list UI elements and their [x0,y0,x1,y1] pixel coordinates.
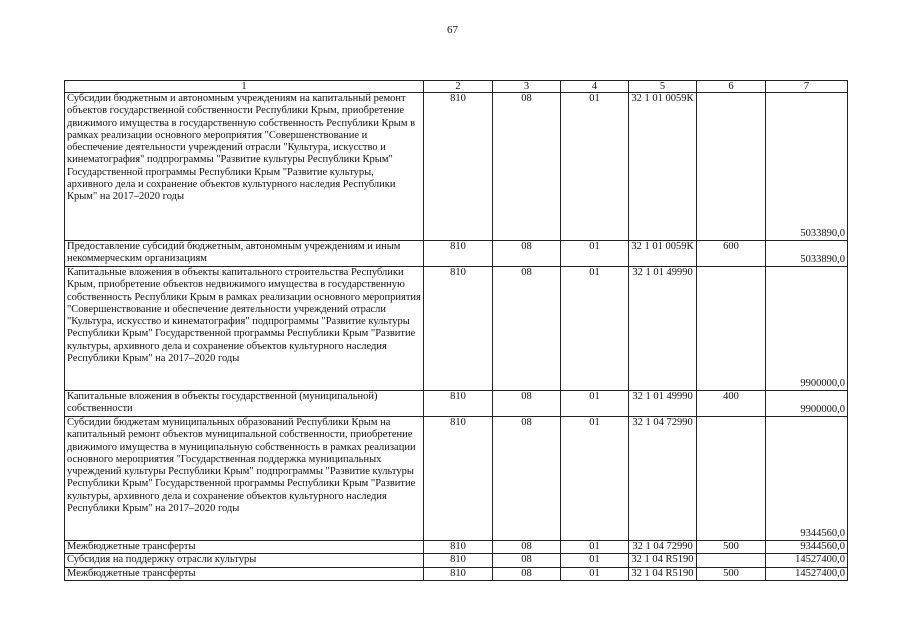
table-row [65,567,848,580]
row-col-5: 32 1 04 R5190 [629,554,697,567]
row-description: Межбюджетные трансферты [65,541,424,554]
row-col-2: 810 [424,567,493,580]
table-row [65,541,848,554]
row-col-2: 810 [424,391,493,417]
row-col-5: 32 1 01 49990 [629,391,697,417]
row-col-6: 500 [697,567,766,580]
header-cell: 4 [561,81,629,93]
row-col-3: 08 [493,93,561,241]
row-amount: 9344560,0 [766,541,848,554]
header-cell: 6 [697,81,766,93]
row-col-3: 08 [493,391,561,417]
row-col-6 [697,267,766,391]
row-col-4: 01 [561,241,629,267]
row-description: Капитальные вложения в объекты государственной (муниципальной) собственности [65,391,424,417]
table-row [65,391,848,417]
row-col-4: 01 [561,391,629,417]
page-number: 67 [447,24,458,36]
row-description: Субсидии бюджетным и автономным учреждениям на капитальный ремонт объектов государственной собственности Республики Крым, приобретение движимого имущества в государственную собственность Республики Крым в рамках реализации основного мероприятия "Совершенствование и обеспечение деятельности учреждений отрасли "Культура, искусство и кинематография" подпрограммы "Развитие культуры Республики Крым" Государственной программы Республики Крым "Развитие культуры, архивного дела и сохранение объектов культурного наследия Республики Крым" на 2017–2020 годы [65,93,424,241]
row-col-4: 01 [561,567,629,580]
row-col-5: 32 1 04 72990 [629,417,697,541]
budget-table [64,80,848,581]
row-col-3: 08 [493,541,561,554]
row-col-3: 08 [493,567,561,580]
header-cell: 3 [493,81,561,93]
header-cell: 1 [65,81,424,93]
row-col-4: 01 [561,554,629,567]
row-col-5: 32 1 04 R5190 [629,567,697,580]
row-col-6: 500 [697,541,766,554]
row-col-5: 32 1 01 0059К [629,241,697,267]
row-col-5: 32 1 04 72990 [629,541,697,554]
header-cell: 2 [424,81,493,93]
row-col-6 [697,93,766,241]
table-row [65,554,848,567]
row-amount: 9344560,0 [766,417,848,541]
row-col-2: 810 [424,554,493,567]
row-col-4: 01 [561,541,629,554]
row-col-3: 08 [493,554,561,567]
row-amount: 14527400,0 [766,554,848,567]
row-amount: 14527400,0 [766,567,848,580]
header-cell: 5 [629,81,697,93]
row-description: Субсидия на поддержку отрасли культуры [65,554,424,567]
table-row [65,417,848,541]
row-description: Межбюджетные трансферты [65,567,424,580]
row-description: Субсидии бюджетам муниципальных образований Республики Крым на капитальный ремонт объектов муниципальной собственности, приобретение движимого имущества в муниципальную собственность в рамках реализации основного мероприятия "Государственная поддержка муниципальных учреждений культуры Республики Крым" подпрограммы "Развитие культуры Республики Крым" Государственной программы Республики Крым "Развитие культуры, архивного дела и сохранение объектов культурного наследия Республики Крым" на 2017–2020 годы [65,417,424,541]
row-col-2: 810 [424,241,493,267]
row-col-3: 08 [493,417,561,541]
row-col-5: 32 1 01 49990 [629,267,697,391]
row-amount: 5033890,0 [766,93,848,241]
row-col-2: 810 [424,267,493,391]
row-col-4: 01 [561,267,629,391]
row-col-5: 32 1 01 0059К [629,93,697,241]
row-col-3: 08 [493,267,561,391]
row-description: Предоставление субсидий бюджетным, автономным учреждениям и иным некоммерческим организациям [65,241,424,267]
row-col-6: 600 [697,241,766,267]
row-col-2: 810 [424,417,493,541]
row-amount: 5033890,0 [766,241,848,267]
row-col-6: 400 [697,391,766,417]
table-header-row [65,81,848,93]
row-col-6 [697,554,766,567]
row-col-3: 08 [493,241,561,267]
table-row [65,93,848,241]
row-col-6 [697,417,766,541]
table-row [65,267,848,391]
row-amount: 9900000,0 [766,391,848,417]
row-col-2: 810 [424,93,493,241]
row-amount: 9900000,0 [766,267,848,391]
row-col-4: 01 [561,93,629,241]
table-row [65,241,848,267]
row-description: Капитальные вложения в объекты капитального строительства Республики Крым, приобретение объектов недвижимого имущества в государственную собственность Республики Крым в рамках реализации основного мероприятия "Совершенствование и обеспечение деятельности учреждений отрасли "Культура, искусство и кинематография" подпрограммы "Развитие культуры Республики Крым" Государственной программы Республики Крым "Развитие культуры, архивного дела и сохранение объектов культурного наследия Республики Крым" на 2017–2020 годы [65,267,424,391]
header-cell: 7 [766,81,848,93]
row-col-2: 810 [424,541,493,554]
row-col-4: 01 [561,417,629,541]
